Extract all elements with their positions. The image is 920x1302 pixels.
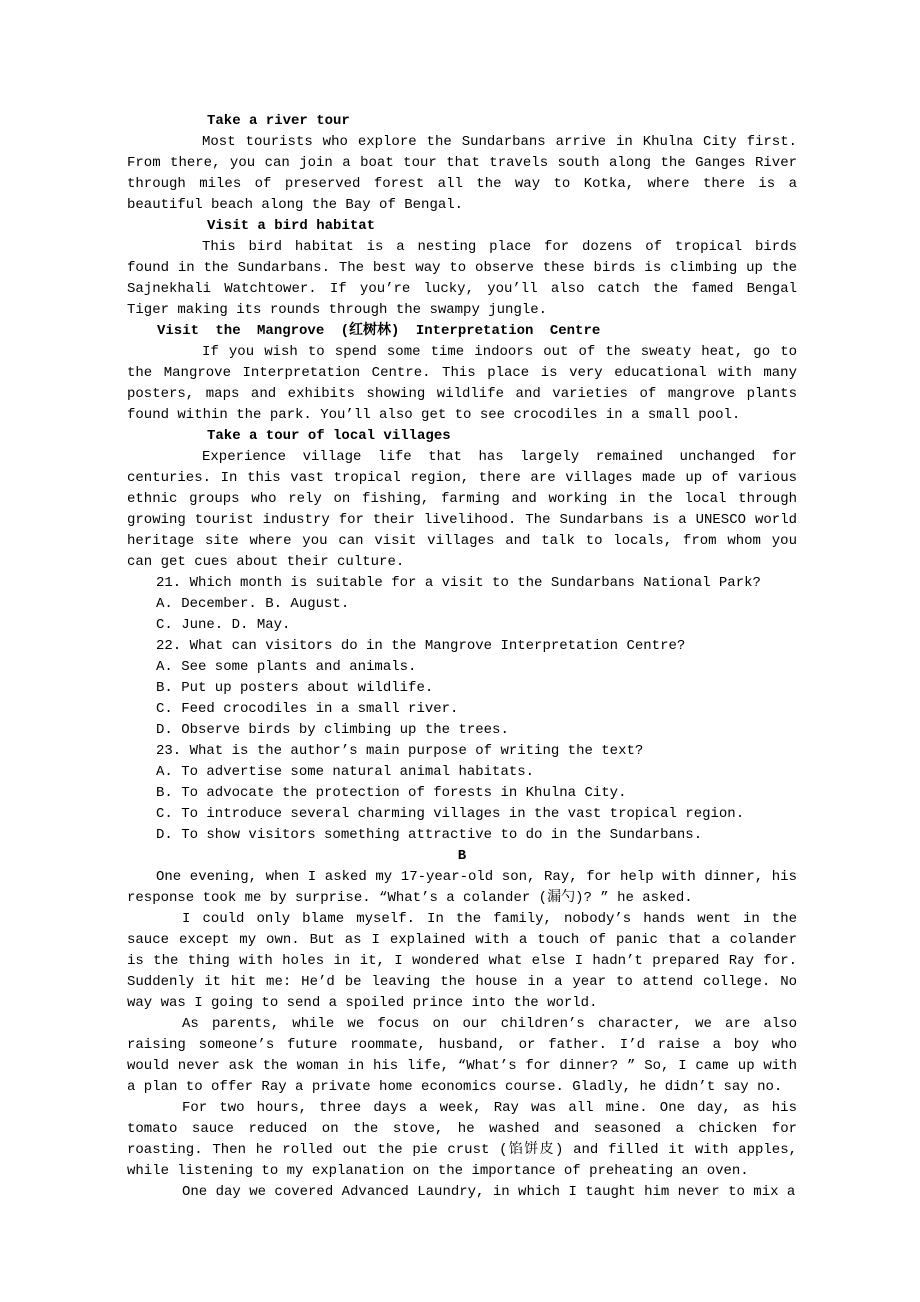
question-22-option-b: B. Put up posters about wildlife. xyxy=(156,680,434,696)
question-21-options-cd: C. June. D. May. xyxy=(156,617,291,633)
section-b-label: B xyxy=(457,848,467,864)
para-b-one-evening: One evening, when I asked my 17-year-old son, Ray, for help with dinner, his response took me by surprise. “What’s a colander (漏勺)? ” he asked. xyxy=(127,869,797,906)
para-b-two-hours: For two hours, three days a week, Ray was all mine. One day, as his tomato sauce reduced on the stove, he washed and seasoned a chicken for roasting. Then he rolled out the pie crust (馅饼皮) and filled it with apples, while listening to my explanation on the importance of preheating an oven. xyxy=(127,1100,797,1179)
question-23-option-c: C. To introduce several charming villages in the vast tropical region. xyxy=(156,806,745,822)
question-23: 23. What is the author’s main purpose of writing the text? xyxy=(156,743,644,759)
para-mangrove-centre: If you wish to spend some time indoors out of the sweaty heat, go to the Mangrove Interpretation Centre. This place is very educational with many posters, maps and exhibits showing wildlife and varieties of mangrove plants found within the park. You’ll also get to see crocodiles in a small pool. xyxy=(127,344,797,423)
question-21-options-ab: A. December. B. August. xyxy=(156,596,350,612)
question-22-option-c: C. Feed crocodiles in a small river. xyxy=(156,701,459,717)
heading-visit-bird-habitat: Visit a bird habitat xyxy=(207,218,376,234)
question-23-option-a: A. To advertise some natural animal habitats. xyxy=(156,764,535,780)
para-b-as-parents: As parents, while we focus on our children’s character, we are also raising someone’s future roommate, husband, or father. I’d raise a boy who would never ask the woman in his life, “What’s for dinner? ” So, I came up with a plan to offer Ray a private home economics course. Gladly, he didn’t say no. xyxy=(127,1016,797,1095)
heading-local-villages: Take a tour of local villages xyxy=(207,428,451,444)
question-22-option-a: A. See some plants and animals. xyxy=(156,659,417,675)
heading-mangrove-centre: Visit the Mangrove (红树林) Interpretation Centre xyxy=(157,323,601,339)
para-b-blame-myself: I could only blame myself. In the family, nobody’s hands went in the sauce except my own. But as I explained with a touch of panic that a colander is the thing with holes in it, I wondered what else I hadn’t prepared Ray for. Suddenly it hit me: He’d be leaving the house in a year to attend college. No way was I going to send a spoiled prince into the world. xyxy=(127,911,797,1011)
question-23-option-d: D. To show visitors something attractive to do in the Sundarbans. xyxy=(156,827,703,843)
para-b-advanced-laundry: One day we covered Advanced Laundry, in which I taught him never to mix a xyxy=(182,1184,796,1200)
question-23-option-b: B. To advocate the protection of forests in Khulna City. xyxy=(156,785,627,801)
question-22-option-d: D. Observe birds by climbing up the trees. xyxy=(156,722,509,738)
question-22: 22. What can visitors do in the Mangrove Interpretation Centre? xyxy=(156,638,686,654)
heading-take-a-river-tour: Take a river tour xyxy=(207,113,350,129)
para-river-tour: Most tourists who explore the Sundarbans arrive in Khulna City first. From there, you can join a boat tour that travels south along the Ganges River through miles of preserved forest all the way to Kotka, where there is a beautiful beach along the Bay of Bengal. xyxy=(127,134,797,213)
question-21: 21. Which month is suitable for a visit to the Sundarbans National Park? xyxy=(156,575,761,591)
para-bird-habitat: This bird habitat is a nesting place for dozens of tropical birds found in the Sundarbans. The best way to observe these birds is climbing up the Sajnekhali Watchtower. If you’re lucky, you’ll also catch the famed Bengal Tiger making its rounds through the swampy jungle. xyxy=(127,239,797,318)
para-local-villages: Experience village life that has largely remained unchanged for centuries. In this vast tropical region, there are villages made up of various ethnic groups who rely on fishing, farming and working in the local through growing tourist industry for their livelihood. The Sundarbans is a UNESCO world heritage site where you can visit villages and talk to locals, from whom you can get cues about their culture. xyxy=(127,449,797,570)
